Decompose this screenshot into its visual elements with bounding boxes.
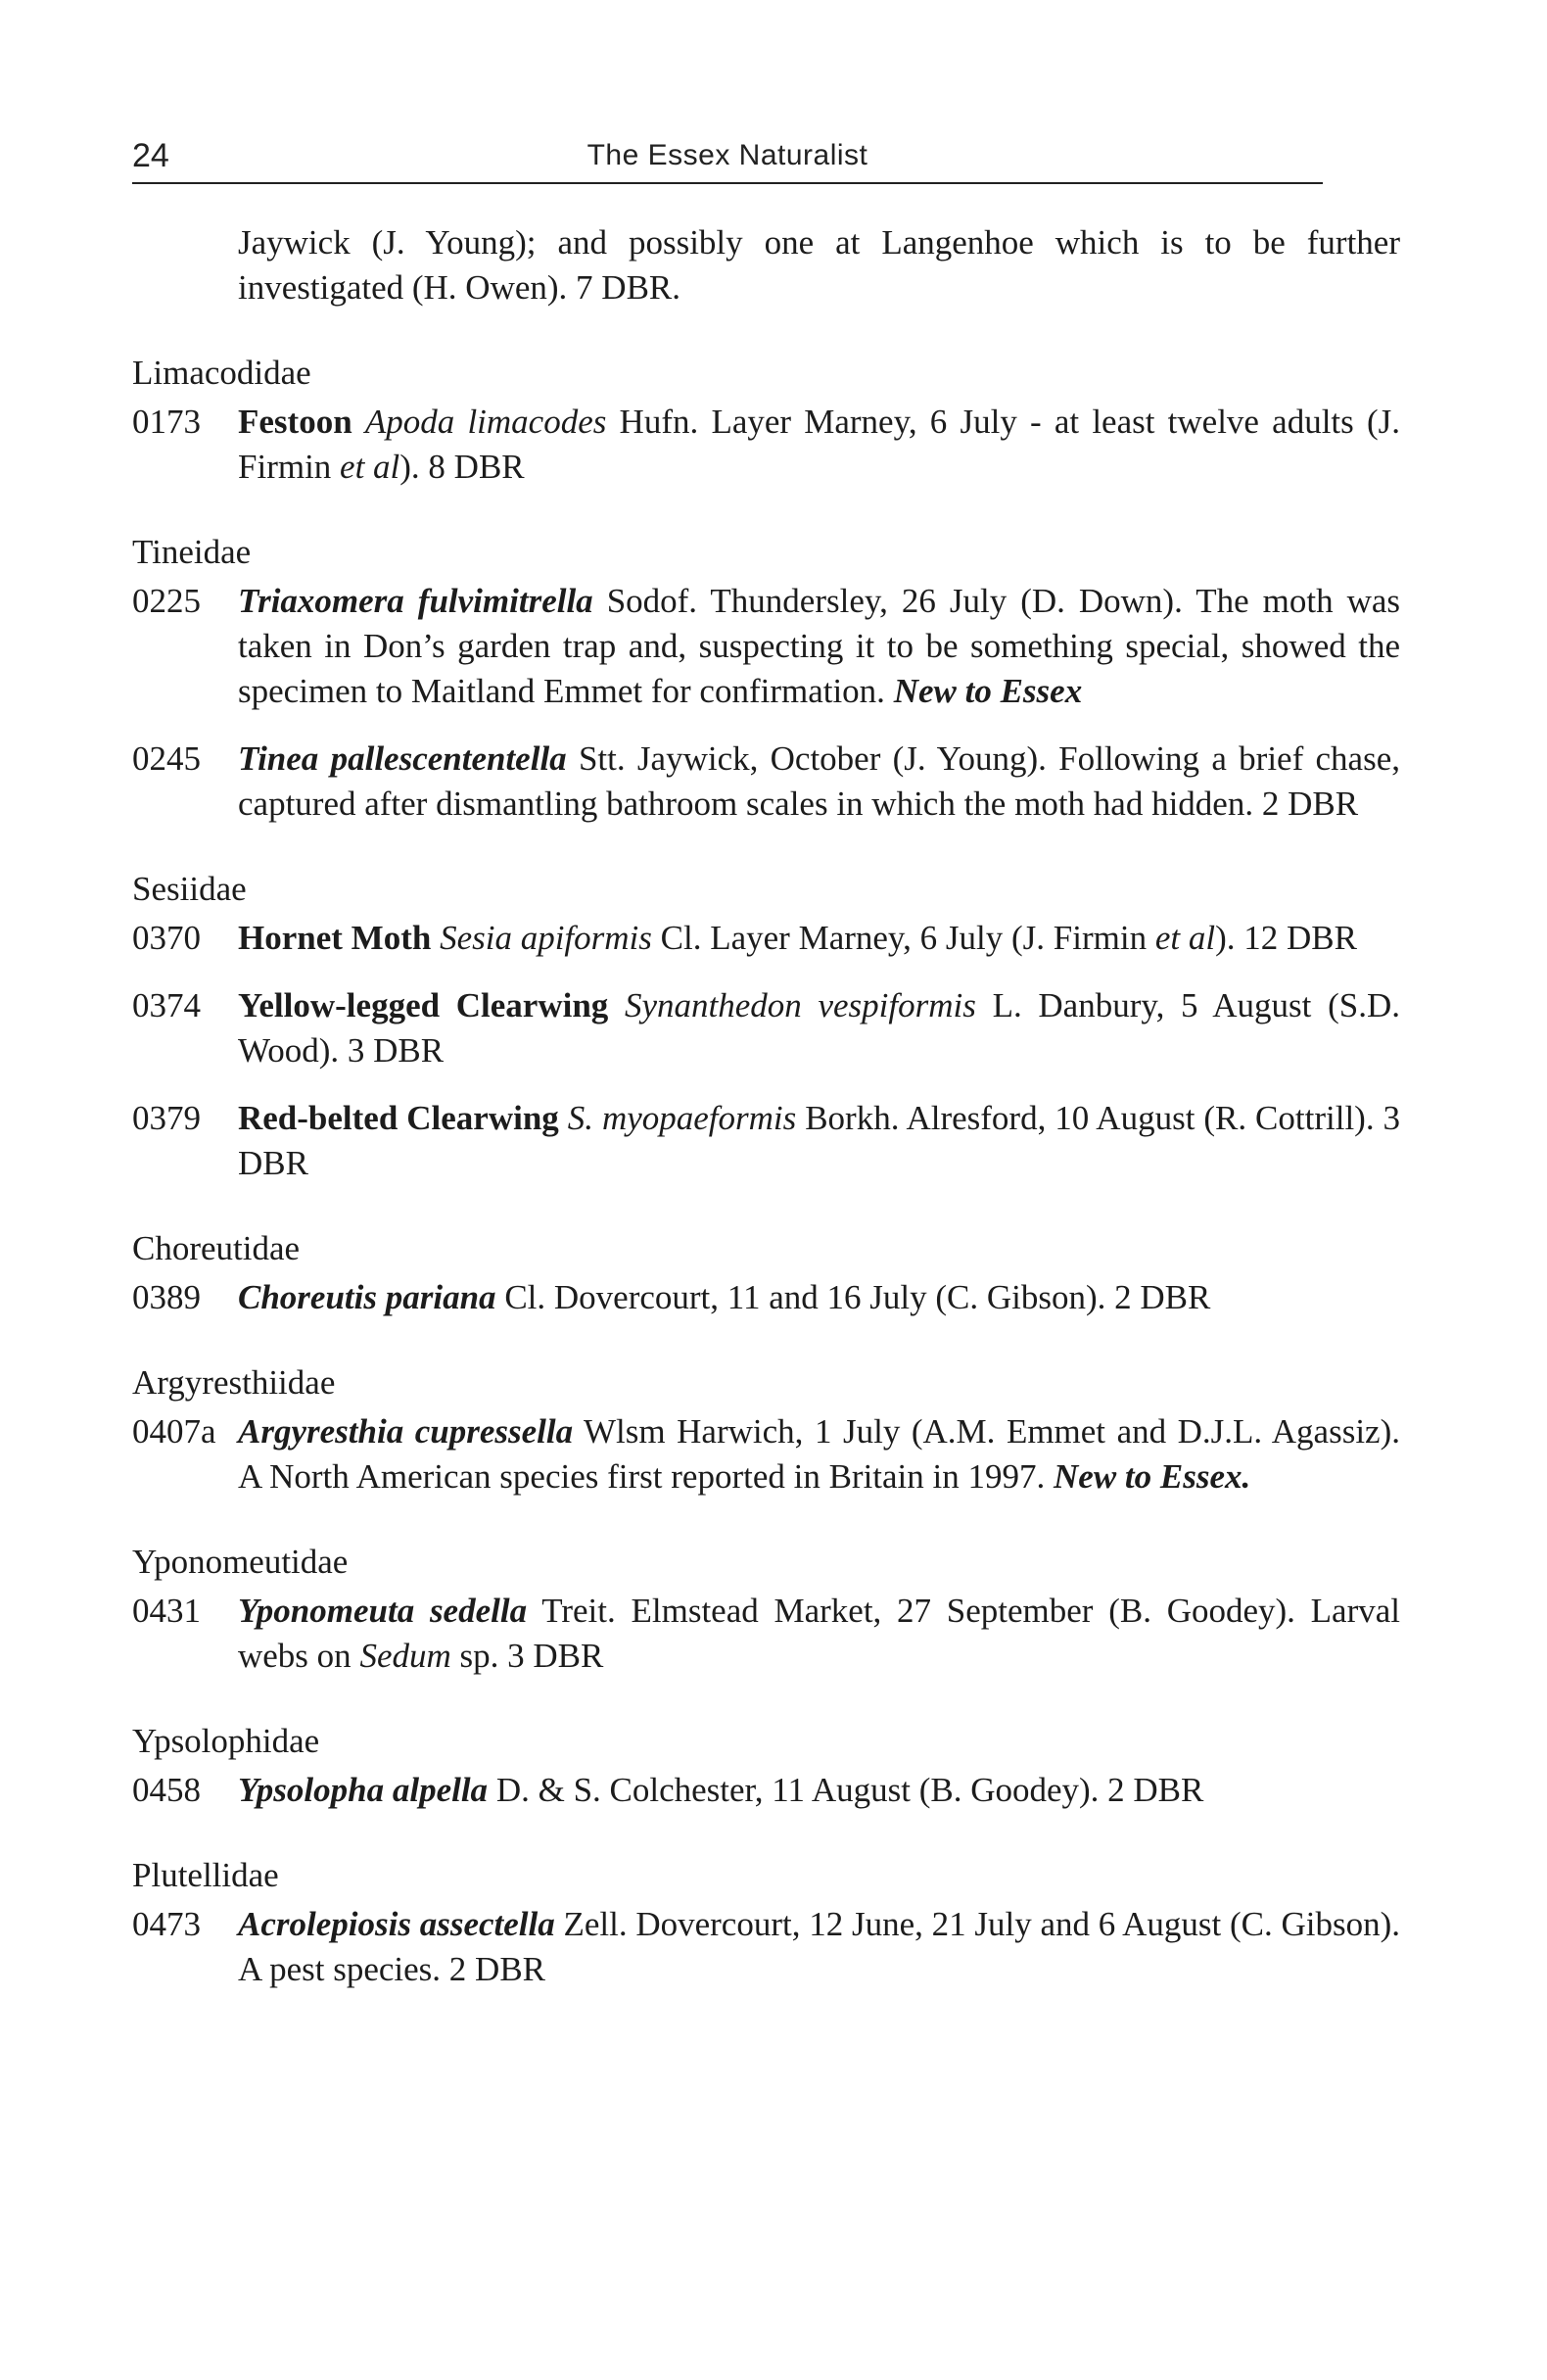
entry-details: Zell. Dovercourt, 12 June, 21 July and 6 August (C. Gibson). A pest species. 2 DBR (238, 1905, 1400, 1988)
italic-note: et al (340, 448, 400, 486)
species-name: Sesia apiformis (440, 919, 652, 957)
entry-text (238, 1902, 1400, 1992)
species-entry (132, 916, 1400, 961)
entry-details-end: ). 12 DBR (1215, 919, 1357, 957)
family-list (132, 351, 1400, 1992)
species-entry (132, 1409, 1400, 1499)
entry-details: Cl. Dovercourt, 11 and 16 July (C. Gibson). 2 DBR (495, 1278, 1211, 1316)
species-entry (132, 579, 1400, 714)
common-name: Red-belted Clearwing (238, 1099, 559, 1137)
italic-note: Sedum (359, 1637, 451, 1675)
common-name: Hornet Moth (238, 919, 432, 957)
intro-paragraph: Jaywick (J. Young); and possibly one at Langenhoe which is to be further investigated (H. Owen). 7 DBR. (238, 223, 1400, 307)
entry-number: 0473 (132, 1905, 201, 1943)
new-to-essex-note: New to Essex (893, 672, 1083, 710)
entry-details: Stt. Jaywick, October (J. Young). Following a brief chase, captured after dismantling bathroom scales in which the moth had hidden. 2 DBR (238, 739, 1400, 823)
page-header (132, 129, 1323, 184)
entry-details: L. Danbury, 5 August (S.D. Wood). 3 DBR (238, 986, 1400, 1070)
species-name: Apoda limacodes (364, 403, 607, 441)
species-name: Argyresthia cupressella (238, 1412, 574, 1451)
species-entry (132, 737, 1400, 827)
entry-details: Sodof. Thundersley, 26 July (D. Down). The moth was taken in Don’s garden trap and, suspecting it to be something special, showed the specimen to Maitland Emmet for confirmation. (238, 582, 1400, 710)
species-name: Ypsolopha alpella (238, 1771, 489, 1809)
entry-number: 0173 (132, 403, 201, 441)
entry-number: 0407a (132, 1412, 216, 1451)
entry-details-end: ). 8 DBR (399, 448, 525, 486)
family-heading: Choreutidae (132, 1229, 301, 1267)
species-entry (132, 1096, 1400, 1186)
species-entry (132, 1589, 1400, 1679)
new-to-essex-note: New to Essex. (1054, 1457, 1251, 1496)
entry-text (238, 400, 1400, 490)
entry-text (238, 1589, 1400, 1679)
family-heading: Tineidae (132, 533, 252, 571)
entry-text (238, 1275, 1400, 1320)
family-heading: Argyresthiidae (132, 1363, 336, 1402)
entry-details: Cl. Layer Marney, 6 July (J. Firmin (651, 919, 1155, 957)
species-name: Acrolepiosis assectella (238, 1905, 555, 1943)
species-name: Yponomeuta sedella (238, 1592, 528, 1630)
species-name: Triaxomera fulvimitrella (238, 582, 593, 620)
family-heading: Limacodidae (132, 354, 311, 392)
species-name: Synanthedon vespiformis (625, 986, 976, 1024)
species-name: Choreutis pariana (238, 1278, 496, 1316)
entry-text (238, 1409, 1400, 1499)
entry-text (238, 1096, 1400, 1186)
entry-details: D. & S. Colchester, 11 August (B. Goodey). 2 DBR (488, 1771, 1204, 1809)
family-heading: Plutellidae (132, 1856, 279, 1894)
entry-text (238, 737, 1400, 827)
entry-number: 0389 (132, 1278, 201, 1316)
entry-number: 0379 (132, 1099, 201, 1137)
common-name: Festoon (238, 403, 352, 441)
species-entry (132, 1275, 1400, 1320)
entry-details: Treit. Elmstead Market, 27 September (B. Goodey). Larval webs on (238, 1592, 1400, 1675)
species-entry (132, 983, 1400, 1073)
entry-details-end: sp. 3 DBR (450, 1637, 604, 1675)
family-heading: Yponomeutidae (132, 1543, 349, 1581)
species-name: Tinea pallescententella (238, 739, 567, 778)
entry-number: 0374 (132, 986, 201, 1024)
article-body (132, 220, 1400, 2015)
entry-text (238, 983, 1400, 1073)
entry-number: 0431 (132, 1592, 201, 1630)
species-name: S. myopaeformis (567, 1099, 797, 1137)
entry-number: 0458 (132, 1771, 201, 1809)
page-number: 24 (132, 137, 169, 174)
entry-text (238, 916, 1400, 961)
entry-details: Wlsm Harwich, 1 July (A.M. Emmet and D.J.L. Agassiz). A North American species first reported in Britain in 1997. (238, 1412, 1400, 1496)
entry-details: Hufn. Layer Marney, 6 July - at least twelve adults (J. Firmin (238, 403, 1400, 486)
entry-text (238, 1768, 1400, 1813)
species-entry (132, 1768, 1400, 1813)
species-entry (132, 1902, 1400, 1992)
entry-details: Borkh. Alresford, 10 August (R. Cottrill). 3 DBR (238, 1099, 1401, 1182)
family-heading: Sesiidae (132, 870, 247, 908)
entry-number: 0370 (132, 919, 201, 957)
entry-number: 0225 (132, 582, 201, 620)
entry-number: 0245 (132, 739, 201, 778)
species-entry (132, 400, 1400, 490)
journal-title: The Essex Naturalist (586, 139, 868, 171)
italic-note: et al (1154, 919, 1216, 957)
entry-text (238, 579, 1400, 714)
family-heading: Ypsolophidae (132, 1722, 320, 1760)
common-name: Yellow-legged Clearwing (238, 986, 609, 1024)
